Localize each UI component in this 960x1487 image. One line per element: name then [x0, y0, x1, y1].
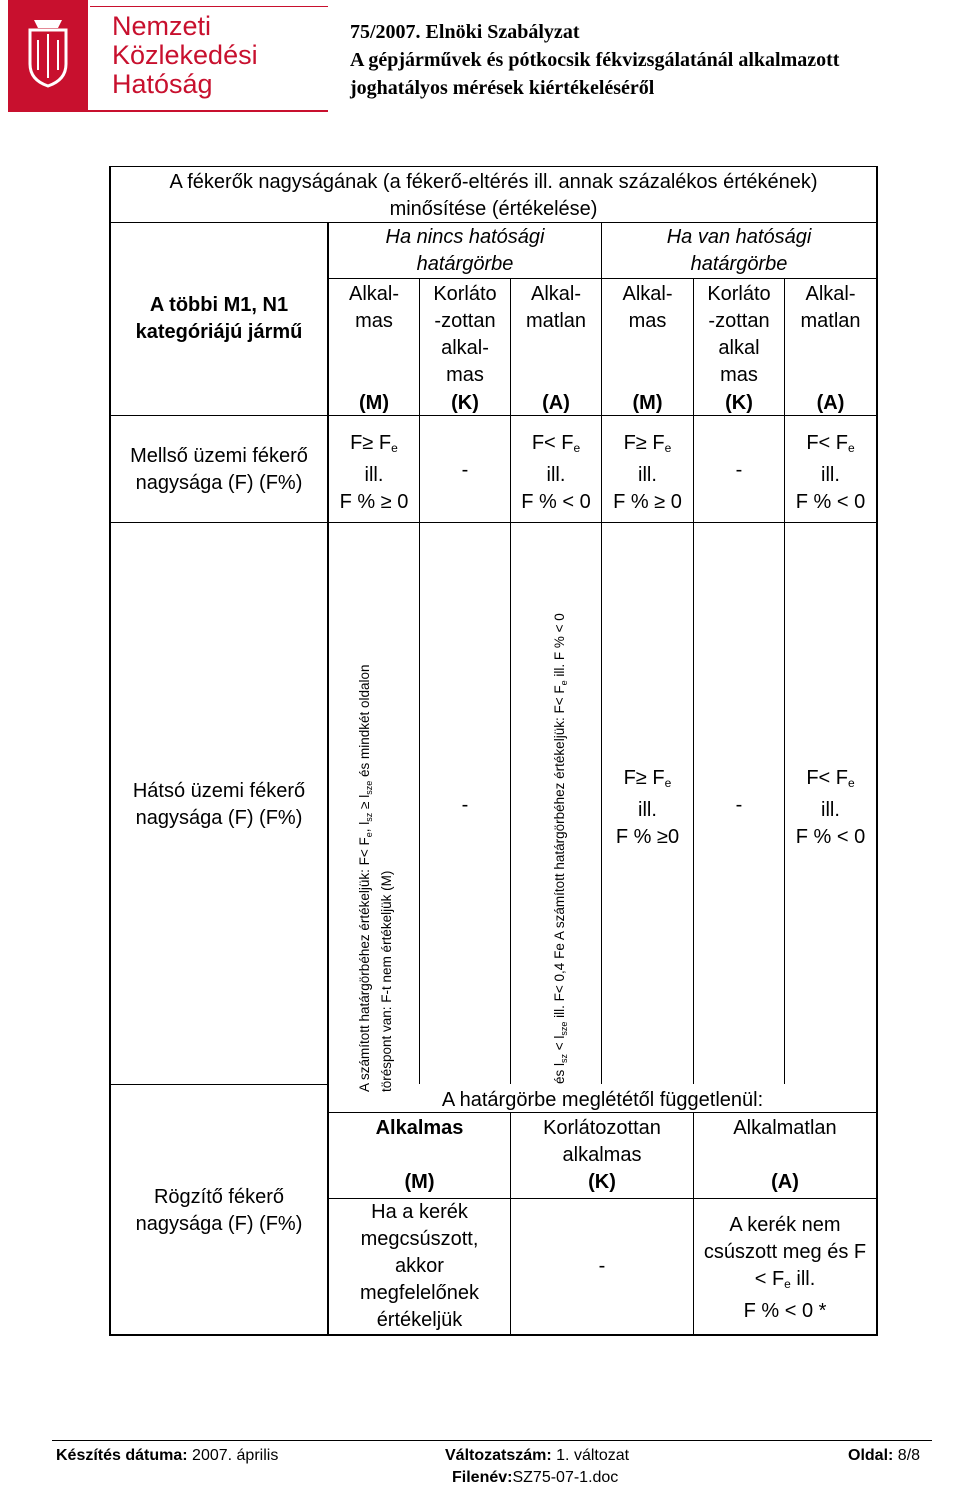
footer-page	[848, 1447, 920, 1465]
parking-col-k	[511, 1115, 693, 1196]
footer-version	[445, 1447, 629, 1465]
rear-a2-pct: F % < 0	[795, 826, 866, 848]
grid-line	[876, 166, 878, 1336]
col-m2-line-1: Alkal-	[622, 283, 673, 305]
rear-k1-cell: -	[461, 794, 469, 816]
park-a-desc-3b: ill.	[790, 1268, 816, 1290]
header-rule-top	[90, 6, 328, 7]
footer-version-label: Változatszám:	[445, 1447, 552, 1464]
rear-m1-rot-line-2: töréspont van: F-t nem értékeljük (M)	[379, 870, 394, 1092]
footer-rule	[52, 1440, 932, 1441]
front-m2-f: F≥ F	[623, 432, 665, 454]
front-a2-pct: F % < 0	[795, 491, 866, 513]
rot-a-d: ill. F % < 0	[552, 613, 567, 681]
col-code-k-2: (K)	[725, 392, 753, 414]
park-k-code: (K)	[588, 1171, 616, 1193]
row-header-line-2: kategóriájú jármű	[135, 321, 303, 343]
parking-col-a	[694, 1115, 876, 1196]
parking-k-description: -	[598, 1255, 606, 1277]
grid-line	[109, 166, 878, 167]
front-label-line-1: Mellső üzemi fékerő	[130, 445, 308, 467]
front-m2-cell	[602, 430, 693, 516]
col-a2-line-1: Alkal-	[805, 283, 856, 305]
front-a2-f: F< F	[806, 432, 848, 454]
col-code-a-1: (A)	[542, 392, 570, 414]
front-label-line-2: nagysága (F) (F%)	[135, 472, 303, 494]
front-m1-sub: e	[391, 441, 398, 455]
footer-file-value: SZ75-07-1.doc	[512, 1469, 619, 1486]
front-a2-line-1	[785, 430, 876, 462]
col-k-line-4: mas	[446, 364, 484, 386]
col-k2-line-1: Korláto	[707, 283, 771, 305]
col-a-line-1: Alkal-	[530, 283, 581, 305]
col-code-m-1: (M)	[359, 392, 389, 414]
footer-version-value: 1. változat	[551, 1447, 630, 1464]
col-m-line-1: Alkal-	[348, 283, 399, 305]
rear-a1-rot-line-1	[551, 613, 573, 1084]
rear-k2-cell: -	[735, 794, 743, 816]
park-a-spacer	[694, 1142, 876, 1169]
footer-page-value: 8/8	[893, 1447, 921, 1464]
rot-m-sub-e: e	[364, 832, 374, 838]
col-k-line-3: alkal-	[441, 337, 489, 359]
organization-name	[112, 12, 258, 99]
col-m-line-2: mas	[355, 310, 393, 332]
rot-a-a: és l	[552, 1062, 567, 1084]
rear-m2-cell	[602, 765, 693, 851]
park-a-desc-sub: e	[784, 1277, 791, 1291]
rear-brake-label	[111, 778, 327, 832]
table-title-line-2: minősítése (értékelése)	[389, 198, 598, 220]
rear-a2-ill: ill.	[821, 799, 840, 821]
footer-date-label: Készítés dátuma:	[56, 1447, 188, 1464]
grid-line	[328, 278, 878, 279]
rear-label-line-1: Hátsó üzemi fékerő	[132, 780, 306, 802]
col-k2-line-2: -zottan	[708, 310, 770, 332]
rot-a-c: ill. F< 0,4 Fe A számított határgörbéhez értékeljük: F< F	[552, 685, 567, 1022]
col-header-m-1	[329, 281, 419, 335]
footer-date-value: 2007. április	[187, 1447, 279, 1464]
front-a1-f: F< F	[531, 432, 574, 454]
document-heading	[350, 18, 839, 102]
rear-a1-rotated-text	[551, 613, 573, 1084]
front-m2-sub: e	[664, 441, 672, 455]
col-header-a-2	[785, 281, 876, 335]
grid-line	[109, 1334, 878, 1336]
park-m-text: Alkalmas	[375, 1117, 464, 1139]
col-header-a-1	[511, 281, 601, 335]
footer-file	[452, 1469, 618, 1487]
rot-m-b: , l	[357, 821, 372, 833]
org-line-2: Közlekedési	[112, 40, 258, 70]
front-m2-line-1	[602, 430, 693, 462]
rot-m-sub-sze: sze	[364, 780, 374, 795]
parking-brake-label	[111, 1184, 327, 1238]
park-m-desc-2: megcsúszott,	[360, 1228, 479, 1250]
col-a-line-2: matlan	[525, 310, 587, 332]
park-m-desc-1: Ha a kerék	[371, 1201, 468, 1223]
park-m-desc-5: értékeljük	[376, 1309, 463, 1331]
rear-m2-line-1	[602, 765, 693, 797]
park-k-line-1: Korlátozottan	[543, 1117, 661, 1139]
front-m1-line-1	[329, 430, 419, 462]
front-a1-line-1	[511, 430, 601, 462]
row-header-line-1: A többi M1, N1	[149, 294, 289, 316]
col-a2-line-2: matlan	[800, 310, 861, 332]
rear-label-line-2: nagysága (F) (F%)	[135, 807, 303, 829]
footer-page-label: Oldal:	[848, 1447, 894, 1464]
park-m-label	[329, 1115, 510, 1142]
group-yes-line-1: Ha van hatósági	[666, 226, 812, 248]
rear-a2-sub: e	[847, 776, 855, 790]
grid-line	[109, 1084, 329, 1085]
col-k-line-2: -zottan	[434, 310, 496, 332]
front-m2-pct: F % ≥ 0	[613, 491, 682, 513]
doc-line-3: joghatályos mérések kiértékeléséről	[350, 77, 655, 99]
org-line-3: Hatóság	[112, 69, 213, 99]
grid-line	[601, 222, 602, 1084]
group-no-line-2: határgörbe	[416, 253, 514, 275]
rear-m2-sub: e	[664, 776, 672, 790]
rear-m2-pct: F % ≥0	[615, 826, 680, 848]
park-a-desc-1: A kerék nem	[729, 1214, 841, 1236]
front-m1-pct: F % ≥ 0	[339, 491, 409, 513]
doc-line-2: A gépjárművek és pótkocsik fékvizsgálatánál alkalmazott	[350, 49, 840, 71]
park-m-desc-3: akkor	[395, 1255, 444, 1277]
col-k-line-1: Korláto	[433, 283, 497, 305]
col-header-k-1	[420, 281, 510, 389]
park-a-text: Alkalmatlan	[733, 1117, 837, 1139]
rot-m-c: ≥ l	[357, 794, 372, 813]
col-code-m-2: (M)	[632, 392, 663, 414]
rot-a-b: < l	[552, 1035, 567, 1054]
front-k2-cell: -	[735, 459, 743, 481]
rear-a2-f: F< F	[806, 767, 848, 789]
parking-col-m	[329, 1115, 510, 1196]
front-brake-label	[111, 443, 327, 497]
col-header-m-2	[602, 281, 693, 335]
rear-m1-rotated-text	[356, 664, 396, 1092]
park-label-line-2: nagysága (F) (F%)	[135, 1213, 303, 1235]
front-m1-ill: ill.	[364, 464, 384, 486]
footer-date	[56, 1447, 278, 1465]
group-header-with-curve	[602, 224, 876, 278]
footer-file-label: Filenév:	[452, 1469, 513, 1486]
coat-of-arms-icon	[8, 0, 88, 110]
group-no-line-1: Ha nincs hatósági	[385, 226, 545, 248]
front-m2-ill: ill.	[638, 464, 657, 486]
parking-m-description	[329, 1199, 510, 1334]
rot-a-sub-e: e	[559, 680, 569, 686]
rot-m-sub-sz: sz	[364, 812, 374, 822]
table-title	[111, 169, 876, 223]
rot-m-d: és mindkét oldalon	[357, 664, 372, 781]
col-header-k-2	[694, 281, 784, 389]
logo	[8, 0, 88, 110]
parking-a-description	[694, 1212, 876, 1325]
col-m2-line-2: mas	[628, 310, 667, 332]
col-k2-line-3: alkal	[718, 337, 760, 359]
park-m-desc-4: megfelelőnek	[360, 1282, 479, 1304]
front-a1-ill: ill.	[546, 464, 566, 486]
rear-m2-f: F≥ F	[623, 767, 665, 789]
rear-m1-rot-line-1	[356, 664, 378, 1092]
row-header	[111, 292, 327, 346]
group-yes-line-2: határgörbe	[690, 253, 788, 275]
org-line-1: Nemzeti	[112, 11, 212, 41]
col-code-a-2: (A)	[816, 392, 845, 414]
table-title-line-1: A fékerők nagyságának (a fékerő-eltérés ill. annak százalékos értékének)	[169, 171, 818, 193]
front-m1-f: F≥ F	[350, 432, 392, 454]
rot-a-sub-sze: sze	[559, 1021, 569, 1036]
rot-a-sub-sz: sz	[559, 1053, 569, 1063]
rear-a2-line-1	[785, 765, 876, 797]
park-a-desc-2: csúszott meg és F	[703, 1241, 867, 1263]
doc-line-1: 75/2007. Elnöki Szabályzat	[350, 21, 580, 43]
park-a-code: (A)	[771, 1171, 799, 1193]
rot-m-a: A számított határgörbéhez értékeljük: F< F	[357, 837, 372, 1092]
front-a1-pct: F % < 0	[521, 491, 591, 513]
park-k-line-2: alkalmas	[562, 1144, 642, 1166]
grid-line	[109, 522, 878, 523]
front-a2-cell	[785, 430, 876, 516]
park-m-code: (M)	[404, 1171, 435, 1193]
front-m1-cell	[329, 430, 419, 516]
park-a-desc-4: F % < 0 *	[743, 1300, 827, 1322]
park-a-desc-3a: < F	[754, 1268, 785, 1290]
rear-a2-cell	[785, 765, 876, 851]
park-a-desc-3	[694, 1266, 876, 1298]
front-a2-sub: e	[847, 441, 855, 455]
park-label-line-1: Rögzítő fékerő	[153, 1186, 285, 1208]
group-header-no-curve	[329, 224, 601, 278]
col-k2-line-4: mas	[720, 364, 758, 386]
front-a2-ill: ill.	[821, 464, 840, 486]
parking-title: A határgörbe meglététől függetlenül:	[441, 1089, 764, 1111]
front-k1-cell: -	[461, 459, 469, 481]
front-a1-cell	[511, 430, 601, 516]
header-rule	[8, 110, 328, 112]
rear-m2-ill: ill.	[638, 799, 657, 821]
col-code-k-1: (K)	[451, 392, 479, 414]
park-m-spacer	[329, 1142, 510, 1169]
front-a1-sub: e	[573, 441, 581, 455]
